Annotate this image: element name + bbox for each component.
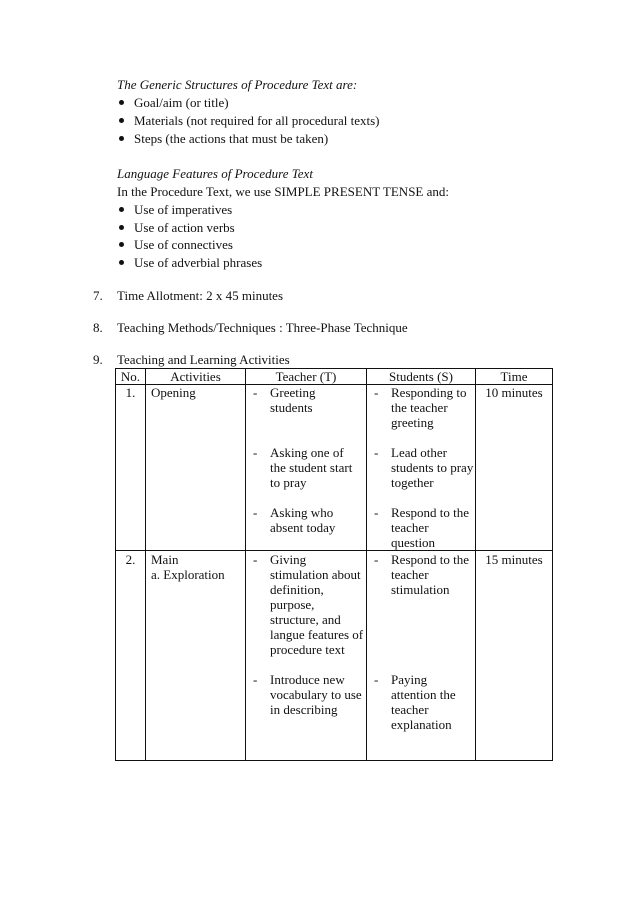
- language-item: Use of adverbial phrases: [134, 255, 263, 270]
- teacher-cell: [246, 551, 367, 761]
- step-line: Introduce new: [270, 672, 345, 687]
- teacher-step: [246, 445, 366, 490]
- teacher-cell: [246, 385, 367, 551]
- structures-item: Goal/aim (or title): [134, 95, 229, 110]
- step-line: Lead other: [391, 445, 447, 460]
- student-step: [367, 672, 475, 732]
- language-heading: Language Features of Procedure Text: [117, 166, 313, 181]
- section-number: 7.: [93, 288, 103, 303]
- header-no: No.: [116, 369, 146, 385]
- teacher-step: [246, 552, 366, 657]
- activities-table: [115, 368, 553, 761]
- step-line: Respond to the: [391, 505, 469, 520]
- step-line: definition,: [270, 582, 324, 597]
- step-line: to pray: [270, 475, 307, 490]
- step-line: structure, and: [270, 612, 341, 627]
- step-line: purpose,: [270, 597, 315, 612]
- activities-heading: Teaching and Learning Activities: [117, 352, 290, 367]
- dash-marker: -: [253, 505, 258, 520]
- dash-marker: -: [374, 672, 379, 687]
- time-cell: 15 minutes: [476, 551, 553, 761]
- dash-marker: -: [374, 445, 379, 460]
- header-activities: Activities: [146, 369, 246, 385]
- step-line: stimulation: [391, 582, 450, 597]
- step-line: Greeting: [270, 385, 316, 400]
- activity-cell: [146, 385, 246, 551]
- step-line: the teacher: [391, 400, 448, 415]
- language-item: Use of imperatives: [134, 202, 233, 217]
- header-time: Time: [476, 369, 553, 385]
- dash-marker: -: [253, 672, 258, 687]
- step-line: vocabulary to use: [270, 687, 362, 702]
- teacher-step: [246, 672, 366, 717]
- step-line: explanation: [391, 717, 452, 732]
- table-row: [116, 385, 553, 551]
- language-intro: In the Procedure Text, we use SIMPLE PRESENT TENSE and:: [117, 184, 450, 199]
- step-line: Giving: [270, 552, 307, 567]
- structures-item: Materials (not required for all procedural texts): [134, 113, 380, 128]
- bullet-icon: [119, 136, 124, 141]
- step-line: Respond to the: [391, 552, 469, 567]
- step-line: attention the: [391, 687, 456, 702]
- activity-label: Main: [151, 552, 179, 567]
- step-line: teacher: [391, 702, 429, 717]
- bullet-icon: [119, 242, 124, 247]
- row-number: 2.: [116, 551, 146, 761]
- table-row: [116, 551, 553, 761]
- time-cell: 10 minutes: [476, 385, 553, 551]
- bullet-icon: [119, 225, 124, 230]
- step-line: teacher: [391, 567, 429, 582]
- bullet-icon: [119, 118, 124, 123]
- students-cell: [367, 551, 476, 761]
- student-step: [367, 552, 475, 597]
- student-step: [367, 505, 475, 550]
- bullet-icon: [119, 207, 124, 212]
- teaching-methods: Teaching Methods/Techniques : Three-Phase Technique: [117, 320, 408, 335]
- header-students: Students (S): [367, 369, 476, 385]
- structures-heading: The Generic Structures of Procedure Text are:: [117, 77, 358, 92]
- student-step: [367, 385, 475, 430]
- dash-marker: -: [253, 445, 258, 460]
- header-teacher: Teacher (T): [246, 369, 367, 385]
- step-line: students: [270, 400, 313, 415]
- section-number: 8.: [93, 320, 103, 335]
- teacher-step: [246, 505, 366, 535]
- dash-marker: -: [253, 552, 258, 567]
- step-line: teacher question: [391, 520, 436, 550]
- bullet-icon: [119, 260, 124, 265]
- step-line: Asking one of: [270, 445, 344, 460]
- dash-marker: -: [253, 385, 258, 400]
- step-line: langue features of: [270, 627, 364, 642]
- step-line: students to pray: [391, 460, 474, 475]
- step-line: Paying: [391, 672, 428, 687]
- dash-marker: -: [374, 505, 379, 520]
- dash-marker: -: [374, 552, 379, 567]
- activity-label: Opening: [151, 385, 196, 400]
- teacher-step: [246, 385, 366, 415]
- step-line: absent today: [270, 520, 336, 535]
- step-line: the student start: [270, 460, 353, 475]
- table-header-row: [116, 369, 553, 385]
- students-cell: [367, 385, 476, 551]
- step-line: procedure text: [270, 642, 345, 657]
- student-step: [367, 445, 475, 490]
- dash-marker: -: [374, 385, 379, 400]
- language-item: Use of action verbs: [134, 220, 235, 235]
- step-line: stimulation about: [270, 567, 361, 582]
- activity-cell: [146, 551, 246, 761]
- language-item: Use of connectives: [134, 237, 233, 252]
- step-line: greeting: [391, 415, 434, 430]
- activity-sublabel: a. Exploration: [151, 567, 225, 582]
- step-line: together: [391, 475, 434, 490]
- step-line: Responding to: [391, 385, 467, 400]
- bullet-icon: [119, 100, 124, 105]
- time-allotment: Time Allotment: 2 x 45 minutes: [117, 288, 284, 303]
- row-number: 1.: [116, 385, 146, 551]
- structures-item: Steps (the actions that must be taken): [134, 131, 329, 146]
- step-line: in describing: [270, 702, 338, 717]
- step-line: Asking who: [270, 505, 334, 520]
- section-number: 9.: [93, 352, 103, 367]
